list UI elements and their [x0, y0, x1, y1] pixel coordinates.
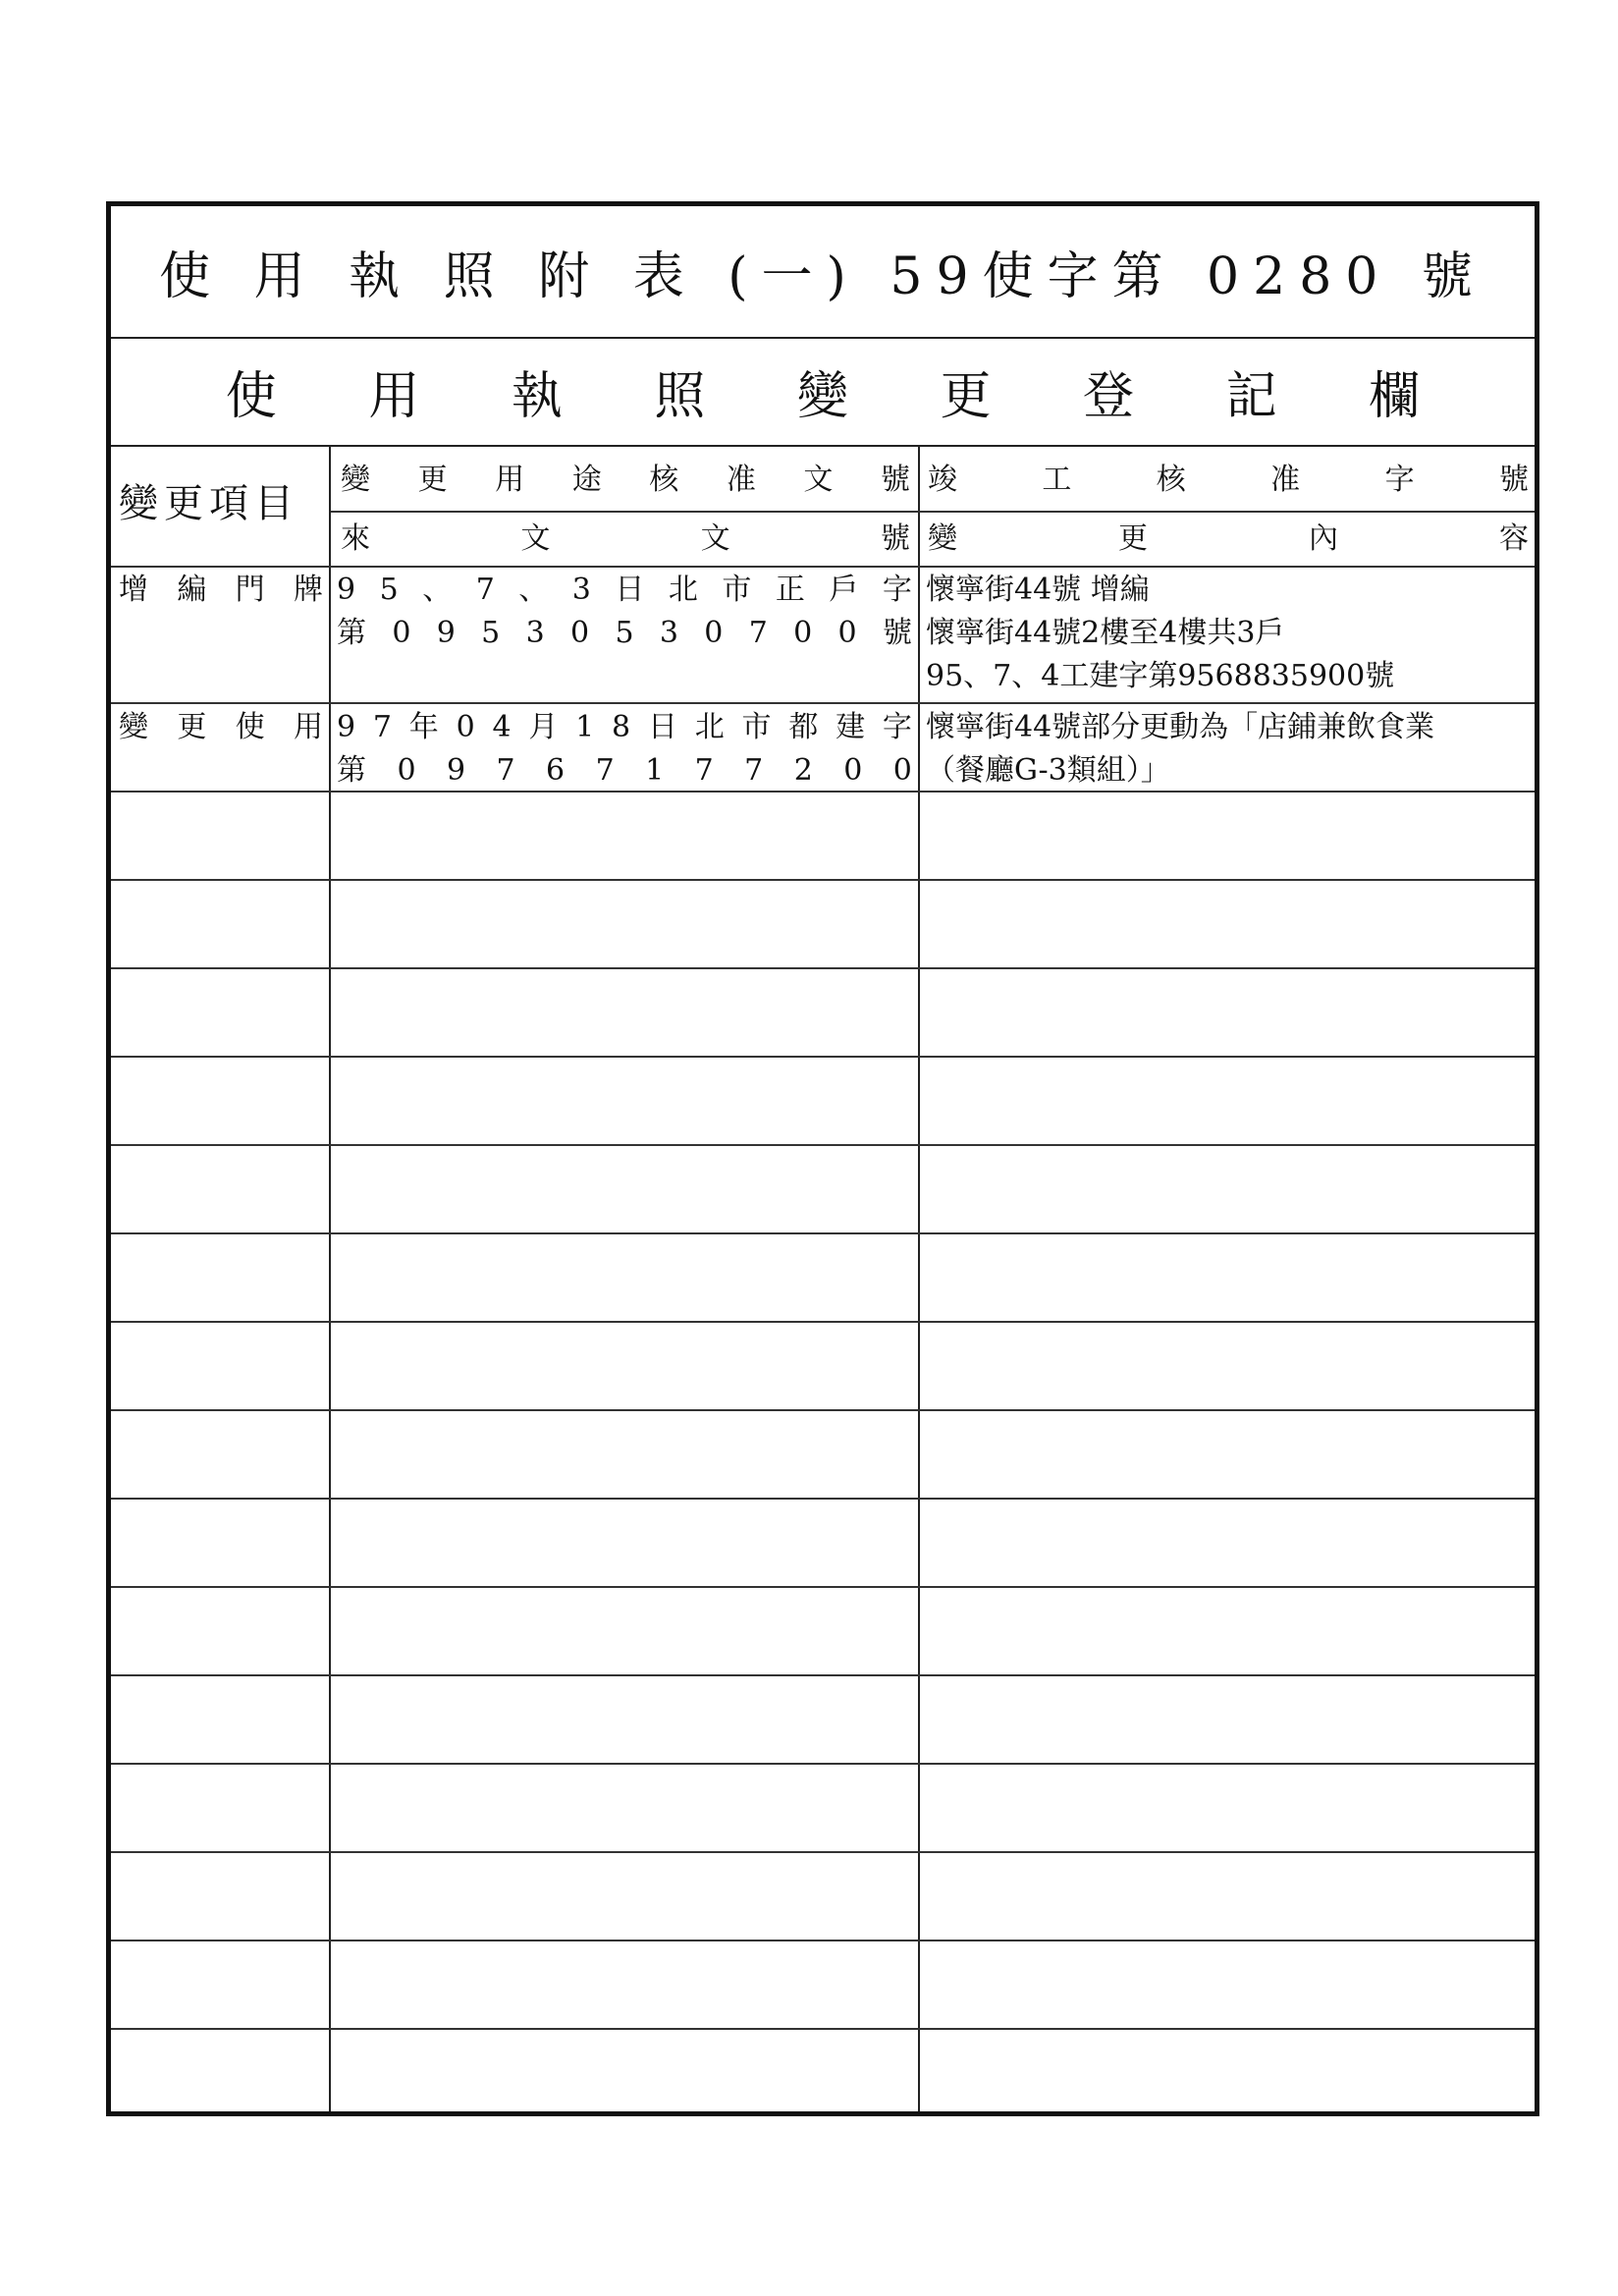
header-incoming-no	[341, 519, 910, 560]
row1-item	[119, 570, 323, 611]
doc-char: 0	[843, 753, 863, 788]
doc-char: 4	[492, 710, 512, 744]
doc-char: 7	[744, 753, 764, 788]
doc-char: 北	[694, 710, 725, 744]
row1-doc-line2	[337, 613, 912, 654]
header-char: 來	[341, 521, 370, 556]
header-char: 變	[341, 463, 370, 497]
doc-char: 年	[408, 710, 439, 744]
row-divider	[111, 1232, 1535, 1234]
register-heading	[111, 337, 1535, 447]
item-char: 編	[177, 573, 207, 607]
register-char: 變	[796, 366, 848, 426]
item-char: 門	[235, 573, 265, 607]
register-char: 用	[368, 366, 420, 426]
doc-char: 號	[882, 616, 912, 650]
header-char: 文	[700, 521, 730, 556]
row2-content-line1: 懷寧街44號部分更動為「店鋪兼飲食業	[926, 710, 1435, 744]
item-char: 變	[119, 710, 148, 744]
doc-char: 2	[793, 753, 813, 788]
doc-char: 3	[571, 573, 591, 607]
doc-char: 5	[615, 616, 634, 650]
doc-char: 7	[496, 753, 515, 788]
doc-char: 7	[372, 710, 392, 744]
header-divider	[331, 511, 1535, 513]
doc-char: 、	[518, 573, 549, 607]
header-char: 途	[571, 463, 602, 497]
row-divider	[111, 1498, 1535, 1500]
doc-char: 7	[748, 616, 768, 650]
row-divider	[111, 566, 1535, 568]
header-char: 核	[649, 463, 679, 497]
row-divider	[111, 702, 1535, 704]
header-completion-no	[928, 460, 1529, 501]
register-char: 登	[1083, 366, 1135, 426]
register-char: 照	[654, 366, 706, 426]
header-char: 內	[1309, 521, 1338, 556]
register-char: 記	[1225, 366, 1277, 426]
header-char: 核	[1156, 463, 1186, 497]
doc-char: 、	[422, 573, 453, 607]
item-char: 牌	[293, 573, 323, 607]
doc-char: 1	[575, 710, 595, 744]
doc-char: 市	[722, 573, 752, 607]
header-change-content	[928, 519, 1529, 560]
item-char: 用	[293, 710, 323, 744]
doc-char: 第	[337, 753, 366, 788]
doc-char: 0	[892, 753, 912, 788]
row-divider	[111, 1763, 1535, 1765]
doc-char: 1	[645, 753, 665, 788]
header-char: 更	[1118, 521, 1148, 556]
page-title: 使 用 執 照 附 表 (一) 59使字第 0280 號	[159, 247, 1486, 306]
header-char: 工	[1042, 463, 1072, 497]
doc-char: 0	[704, 616, 724, 650]
row-divider	[111, 1409, 1535, 1411]
row2-doc-line2	[337, 750, 912, 792]
doc-char: 0	[397, 753, 416, 788]
header-char: 容	[1499, 521, 1529, 556]
row1-content-line3: 95、7、4工建字第9568835900號	[926, 659, 1395, 693]
doc-char: 第	[337, 616, 366, 650]
row-divider	[111, 1851, 1535, 1853]
register-char: 使	[225, 366, 277, 426]
doc-char: 7	[694, 753, 714, 788]
row-divider	[111, 879, 1535, 881]
row-divider	[111, 1144, 1535, 1146]
header-char: 變	[928, 521, 957, 556]
header-char: 更	[417, 463, 448, 497]
row1-doc-line1	[337, 570, 912, 611]
doc-char: 9	[337, 573, 356, 607]
header-char: 號	[880, 463, 910, 497]
register-char: 更	[940, 366, 992, 426]
doc-char: 7	[475, 573, 495, 607]
column-divider	[918, 447, 920, 2111]
doc-char: 9	[446, 753, 466, 788]
doc-char: 北	[668, 573, 698, 607]
doc-char: 6	[546, 753, 566, 788]
row-divider	[111, 1586, 1535, 1588]
doc-char: 日	[647, 710, 677, 744]
doc-char: 0	[456, 710, 475, 744]
row-divider	[111, 1056, 1535, 1058]
row-divider	[111, 967, 1535, 969]
row-divider	[111, 1940, 1535, 1941]
header-char: 准	[1270, 463, 1301, 497]
register-char: 欄	[1369, 366, 1421, 426]
doc-char: 3	[525, 616, 545, 650]
row2-item	[119, 707, 323, 748]
column-divider	[329, 447, 331, 2111]
doc-char: 日	[615, 573, 645, 607]
row-divider	[111, 2028, 1535, 2030]
header-char: 號	[1498, 463, 1529, 497]
doc-char: 5	[481, 616, 501, 650]
header-char: 竣	[928, 463, 957, 497]
header-approval-no	[341, 460, 910, 501]
header-char: 文	[520, 521, 551, 556]
row-divider	[111, 1674, 1535, 1676]
doc-char: 字	[882, 573, 912, 607]
item-char: 使	[235, 710, 265, 744]
header-char: 號	[880, 521, 910, 556]
header-char: 字	[1384, 463, 1415, 497]
doc-char: 0	[793, 616, 813, 650]
doc-char: 7	[595, 753, 615, 788]
doc-char: 戶	[829, 573, 859, 607]
doc-char: 0	[570, 616, 590, 650]
doc-char: 5	[379, 573, 399, 607]
doc-char: 0	[837, 616, 857, 650]
row-divider	[111, 1321, 1535, 1323]
item-char: 更	[177, 710, 207, 744]
doc-char: 正	[775, 573, 805, 607]
doc-char: 0	[392, 616, 411, 650]
doc-char: 8	[612, 710, 631, 744]
doc-char: 月	[528, 710, 559, 744]
doc-char: 3	[659, 616, 678, 650]
row1-content-line1: 懷寧街44號 增編	[926, 573, 1150, 607]
row2-doc-line1	[337, 707, 912, 748]
row2-content-line2: （餐廳G-3類組）」	[926, 753, 1170, 788]
row1-content-line2: 懷寧街44號2樓至4樓共3戶	[926, 616, 1285, 650]
item-char: 增	[119, 573, 148, 607]
doc-char: 都	[788, 710, 819, 744]
doc-char: 字	[882, 710, 912, 744]
doc-char: 9	[436, 616, 456, 650]
doc-char: 建	[836, 710, 866, 744]
title-row	[111, 206, 1535, 339]
doc-char: 市	[741, 710, 772, 744]
register-char: 執	[511, 366, 563, 426]
header-char: 文	[803, 463, 834, 497]
header-char: 准	[726, 463, 756, 497]
header-change-item: 變更項目	[119, 481, 299, 526]
license-table	[106, 201, 1539, 2116]
doc-char: 9	[337, 710, 356, 744]
header-char: 用	[495, 463, 525, 497]
